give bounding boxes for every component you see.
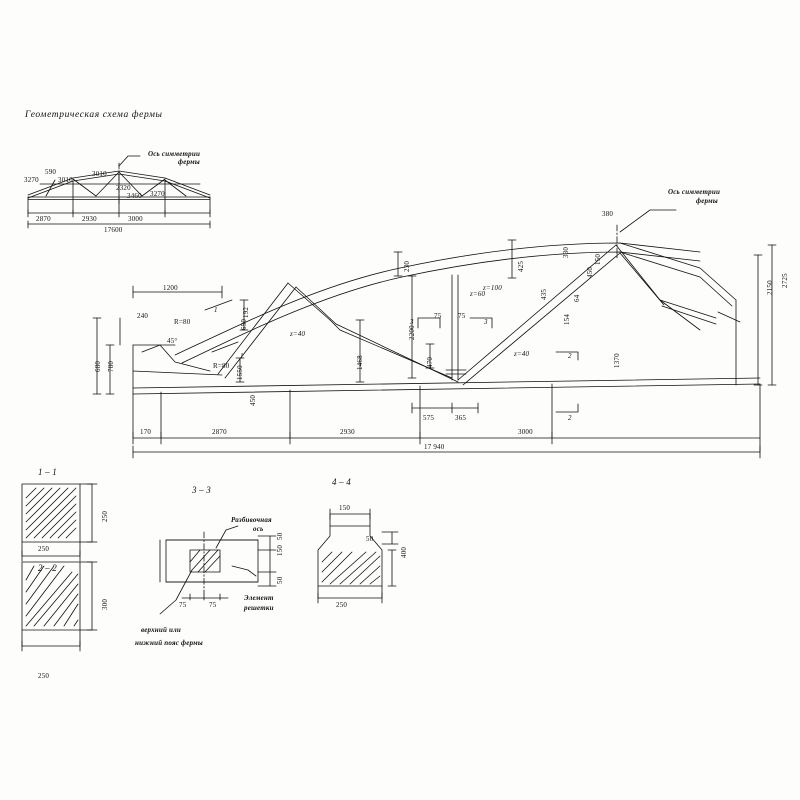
section-3-3-dim-75a: 75 bbox=[179, 601, 187, 609]
section-4-4-dim-250: 250 bbox=[336, 601, 348, 609]
main-section-mark-1a: 1 bbox=[214, 306, 218, 314]
main-dim-154: 154 bbox=[563, 313, 571, 325]
key-dim-top-4: 3270 bbox=[150, 190, 165, 198]
section-3-3-dim-150: 150 bbox=[276, 544, 284, 556]
main-dim-365: 365 bbox=[455, 414, 467, 422]
main-top-dim-425: 425 bbox=[517, 260, 525, 272]
main-height-2150: 2150 bbox=[766, 280, 774, 295]
main-section-mark-3a: 3 bbox=[410, 318, 414, 326]
section-3-3-note-top-2: ось bbox=[253, 525, 264, 533]
main-dim-680: 680 bbox=[94, 360, 102, 372]
main-bottom-dim-2870: 2870 bbox=[212, 428, 227, 436]
section-3-3-note-bottom-2: нижний пояс фермы bbox=[135, 639, 203, 647]
main-dim-470: 470 bbox=[426, 356, 434, 368]
section-1-1-dim-h: 250 bbox=[38, 545, 50, 553]
page-title: Геометрическая схема фермы bbox=[25, 110, 163, 120]
key-symmetry-axis-label-2: фермы bbox=[178, 158, 200, 166]
main-angle-45: 45° bbox=[167, 337, 178, 345]
main-dim-575: 575 bbox=[423, 414, 435, 422]
main-dim-1468: 1468 bbox=[356, 355, 364, 370]
main-dim-1200: 1200 bbox=[163, 284, 178, 292]
section-4-4-geometry bbox=[318, 509, 398, 603]
main-truss-geometry bbox=[93, 210, 776, 458]
main-radius-2: R=80 bbox=[213, 362, 230, 370]
main-dim-780: 780 bbox=[107, 360, 115, 372]
main-dim-150: 150 bbox=[594, 253, 602, 265]
main-dim-450: 450 bbox=[586, 266, 594, 278]
section-4-4-dim-400: 400 bbox=[400, 546, 408, 558]
section-4-4-label: 4 – 4 bbox=[332, 477, 351, 487]
key-mark-3: 3460 bbox=[127, 192, 142, 200]
key-dim-bottom-2: 2930 bbox=[82, 215, 97, 223]
main-dim-2200: 2200 bbox=[408, 325, 416, 340]
key-mark-2: 2320 bbox=[116, 184, 131, 192]
section-4-4-dim-50: 50 bbox=[366, 535, 374, 543]
main-radius-1: R=80 bbox=[174, 318, 191, 326]
main-pitch-note-4: z=40 bbox=[514, 350, 530, 358]
main-dim-75a: 75 bbox=[434, 312, 442, 320]
key-mark-1: 590 bbox=[45, 168, 57, 176]
key-dim-bottom-1: 2870 bbox=[36, 215, 51, 223]
main-pitch-note-3: z=40 bbox=[290, 330, 306, 338]
section-3-3-note-bottom-1: верхний или bbox=[141, 626, 182, 634]
section-1-1-geometry bbox=[22, 484, 97, 561]
key-dim-total: 17600 bbox=[104, 226, 123, 234]
section-3-3-note-top-1: Разбивочная bbox=[231, 516, 272, 524]
main-symmetry-axis-label-2: фермы bbox=[696, 197, 718, 205]
main-top-dim-330: 330 bbox=[562, 246, 570, 258]
main-bottom-dim-3000: 3000 bbox=[518, 428, 533, 436]
main-section-mark-1b: 1 bbox=[240, 352, 244, 360]
main-dim-64: 64 bbox=[573, 294, 581, 302]
main-bottom-dim-2930: 2930 bbox=[340, 428, 355, 436]
section-2-2-dim-h: 250 bbox=[38, 672, 50, 680]
main-section-mark-2b: 2 bbox=[568, 414, 572, 422]
main-symmetry-axis-label-1: Ось симметрии bbox=[668, 188, 721, 196]
key-dim-top-3: 3010 bbox=[92, 170, 107, 178]
section-1-1-dim-v: 250 bbox=[101, 510, 109, 522]
key-symmetry-axis-label-1: Ось симметрии bbox=[148, 150, 201, 158]
main-dim-450b: 450 bbox=[249, 394, 257, 406]
key-scheme-geometry bbox=[28, 156, 210, 228]
main-dim-75b: 75 bbox=[458, 312, 466, 320]
section-3-3-dim-50: 50 bbox=[276, 532, 284, 540]
section-3-3-dim-75b: 75 bbox=[209, 601, 217, 609]
main-dim-650: 650 bbox=[240, 318, 248, 330]
section-2-2-label: 2 – 2 bbox=[38, 563, 57, 573]
section-2-2-geometry bbox=[22, 562, 97, 651]
section-3-3-dim-50b: 50 bbox=[276, 576, 284, 584]
main-top-dim-230: 230 bbox=[403, 260, 411, 272]
main-section-mark-3b: 3 bbox=[484, 318, 488, 326]
main-dim-1370: 1370 bbox=[613, 353, 621, 368]
main-dim-240: 240 bbox=[137, 312, 149, 320]
key-dim-top-1: 3270 bbox=[24, 176, 39, 184]
section-2-2-dim-v: 300 bbox=[101, 598, 109, 610]
key-dim-bottom-3: 3000 bbox=[128, 215, 143, 223]
main-height-2725: 2725 bbox=[781, 273, 789, 288]
main-bottom-dim-170: 170 bbox=[140, 428, 152, 436]
main-top-dim-380: 380 bbox=[602, 210, 614, 218]
section-3-3-label: 3 – 3 bbox=[192, 485, 211, 495]
main-section-mark-2a: 2 bbox=[568, 352, 572, 360]
main-pitch-note-2: z=100 bbox=[483, 284, 502, 292]
key-dim-top-2: 3010 bbox=[58, 176, 73, 184]
section-1-1-label: 1 – 1 bbox=[38, 467, 57, 477]
main-overall-length: 17 940 bbox=[424, 443, 445, 451]
section-3-3-note-right-2: решетки bbox=[244, 604, 274, 612]
section-3-3-note-right-1: Элемент bbox=[244, 594, 274, 602]
main-pitch-note-1: z=60 bbox=[470, 290, 486, 298]
main-dim-192: 192 bbox=[242, 306, 250, 318]
main-dim-1550: 1550 bbox=[236, 365, 244, 380]
section-4-4-dim-150: 150 bbox=[339, 504, 351, 512]
main-dim-435: 435 bbox=[540, 288, 548, 300]
